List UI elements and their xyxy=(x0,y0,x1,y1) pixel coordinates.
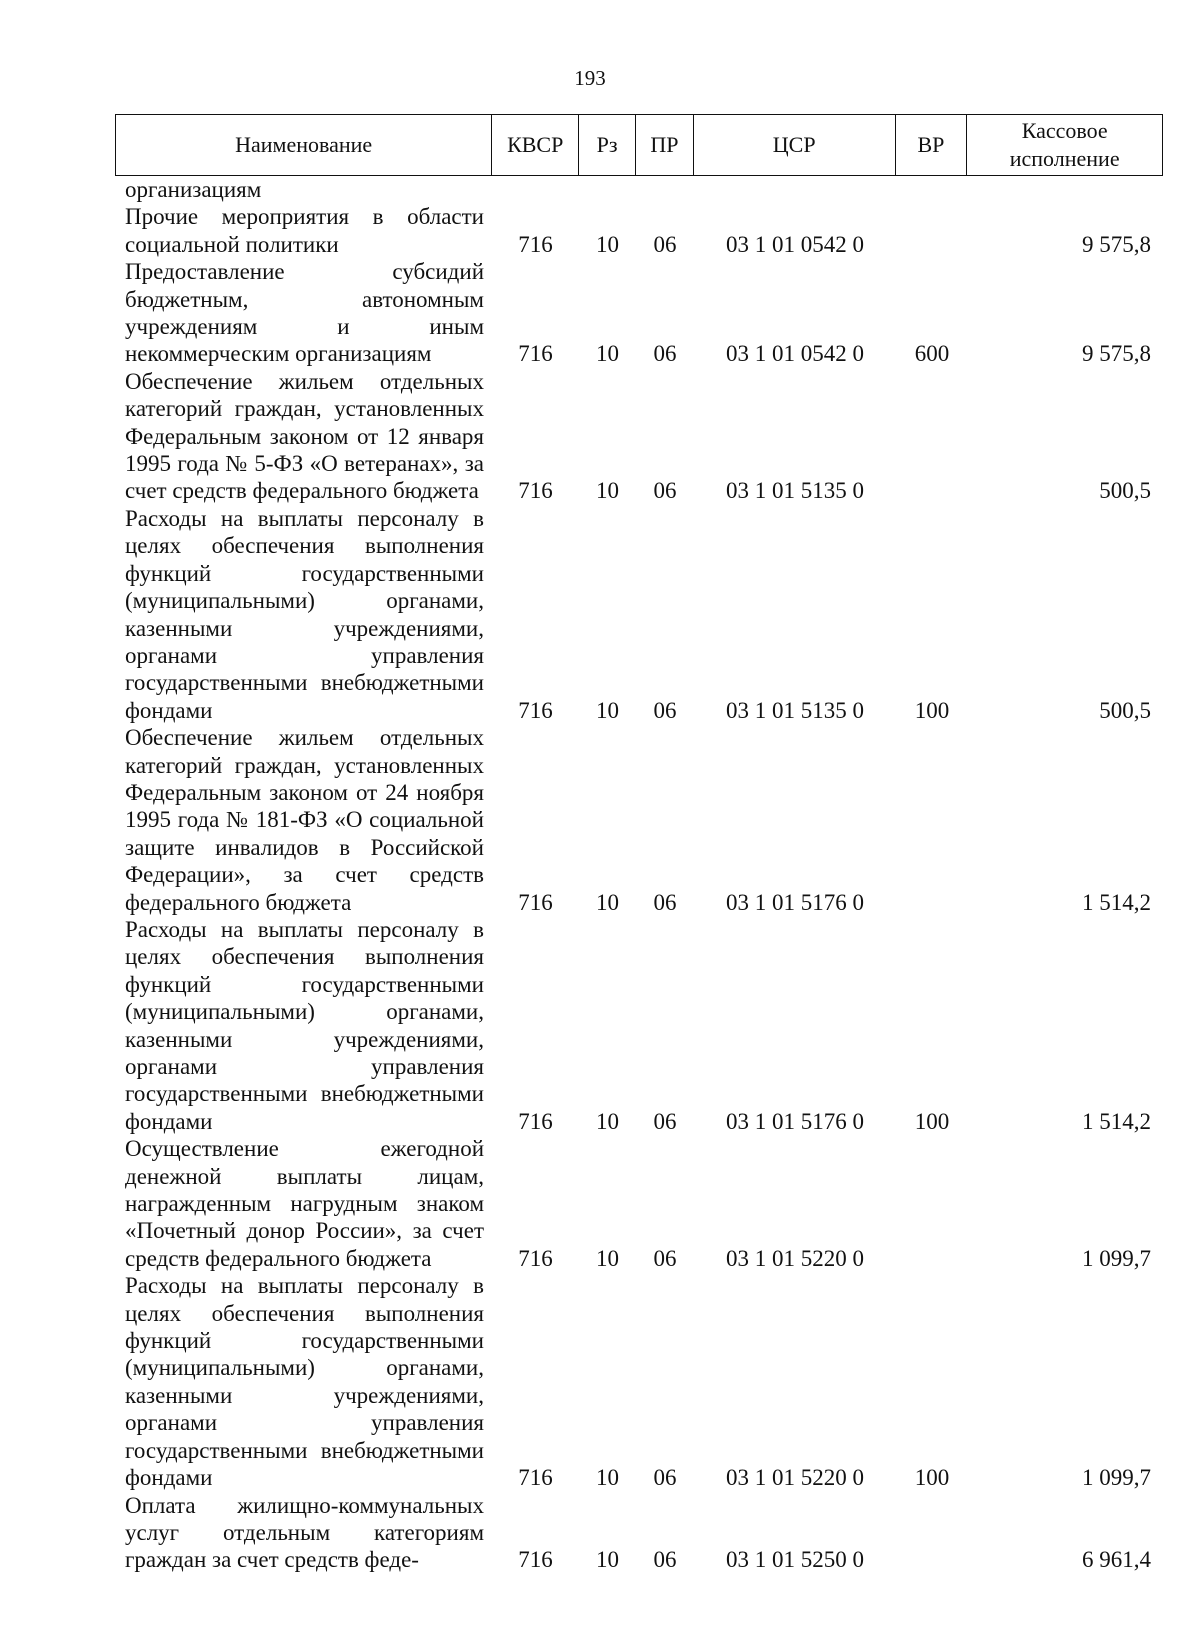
row-pr xyxy=(636,176,694,203)
page-number: 193 xyxy=(574,66,606,90)
header-kvsr: КВСР xyxy=(492,115,579,175)
table-row xyxy=(115,916,1163,1135)
row-sum: 1 514,2 xyxy=(1082,1108,1151,1134)
row-vr: 100 xyxy=(914,1465,950,1491)
table-row xyxy=(115,724,1163,916)
row-csr: 03 1 01 5176 0 xyxy=(726,1108,864,1134)
row-pr: 06 xyxy=(653,1245,677,1271)
row-kvsr: 716 xyxy=(518,341,553,367)
row-pr: 06 xyxy=(653,341,677,367)
row-pr: 06 xyxy=(653,1108,677,1134)
row-csr: 03 1 01 5135 0 xyxy=(726,697,864,723)
row-csr xyxy=(694,176,896,203)
table-row xyxy=(115,1272,1163,1491)
row-sum: 1 514,2 xyxy=(1082,889,1151,915)
row-sum: 1 099,7 xyxy=(1082,1465,1151,1491)
row-rz: 10 xyxy=(596,1108,619,1134)
row-sum: 500,5 xyxy=(1099,478,1151,504)
row-rz: 10 xyxy=(596,341,619,367)
row-csr: 03 1 01 5176 0 xyxy=(726,889,864,915)
row-csr: 03 1 01 0542 0 xyxy=(726,341,864,367)
row-rz: 10 xyxy=(596,1547,619,1573)
table-row xyxy=(115,258,1163,368)
header-pr: ПР xyxy=(636,115,694,175)
row-sum: 9 575,8 xyxy=(1082,341,1151,367)
table-header xyxy=(115,114,1163,176)
table-row xyxy=(115,1492,1163,1574)
row-vr xyxy=(896,1135,968,1272)
row-kvsr: 716 xyxy=(518,1547,553,1573)
row-pr: 06 xyxy=(653,697,677,723)
row-csr: 03 1 01 5220 0 xyxy=(726,1465,864,1491)
table-row xyxy=(115,1135,1163,1272)
header-cash-execution-line2: исполнение xyxy=(1009,146,1120,171)
row-kvsr: 716 xyxy=(518,889,553,915)
row-kvsr: 716 xyxy=(518,1108,553,1134)
header-rz: Рз xyxy=(579,115,636,175)
row-name: Расходы на выплаты персоналу в целях обеспечения выполнения функций государственными (муниципальными) органами, казенными учреждениями, органами управления государственными внебюджетными фондами xyxy=(125,1273,484,1491)
row-vr xyxy=(896,368,968,505)
row-name: Оплата жилищно-коммунальных услуг отдельным категориям граждан за счет средств феде- xyxy=(125,1492,484,1573)
row-pr: 06 xyxy=(653,1465,677,1491)
row-csr: 03 1 01 5135 0 xyxy=(726,478,864,504)
row-name: организациям xyxy=(125,177,262,202)
row-pr: 06 xyxy=(653,231,677,257)
header-name: Наименование xyxy=(116,115,492,175)
row-kvsr: 716 xyxy=(518,1465,553,1491)
row-rz xyxy=(579,176,636,203)
row-vr xyxy=(896,724,968,916)
row-vr: 100 xyxy=(914,697,950,723)
row-name: Предоставление субсидий бюджетным, автономным учреждениям и иным некоммерческим организациям xyxy=(125,259,484,367)
header-vr: ВР xyxy=(896,115,968,175)
row-vr xyxy=(896,176,968,203)
row-name: Осуществление ежегодной денежной выплаты лицам, награжденным нагрудным знаком «Почетный донор России», за счет средств федерального бюджета xyxy=(125,1136,484,1271)
row-csr: 03 1 01 0542 0 xyxy=(726,231,864,257)
row-pr: 06 xyxy=(653,889,677,915)
row-sum: 6 961,4 xyxy=(1082,1547,1151,1573)
row-sum: 500,5 xyxy=(1099,697,1151,723)
table-row xyxy=(115,176,1163,203)
row-kvsr: 716 xyxy=(518,697,553,723)
row-name: Расходы на выплаты персоналу в целях обеспечения выполнения функций государственными (муниципальными) органами, казенными учреждениями, органами управления государственными внебюджетными фондами xyxy=(125,505,484,723)
header-cash-execution-line1: Кассовое xyxy=(1021,118,1108,143)
row-vr: 600 xyxy=(914,341,950,367)
row-rz: 10 xyxy=(596,478,619,504)
row-sum: 9 575,8 xyxy=(1082,231,1151,257)
row-name: Обеспечение жильем отдельных категорий граждан, установленных Федеральным законом от 12 января 1995 года № 5-ФЗ «О ветеранах», за счет средств федерального бюджета xyxy=(125,368,484,504)
row-name: Обеспечение жильем отдельных категорий граждан, установленных Федеральным законом от 24 ноября 1995 года № 181-ФЗ «О социальной защите инвалидов в Российской Федерации», за счет средств федерального бюджета xyxy=(125,725,484,915)
header-csr: ЦСР xyxy=(694,115,896,175)
row-sum xyxy=(968,176,1163,203)
header-cash-execution xyxy=(967,115,1162,175)
row-name: Расходы на выплаты персоналу в целях обеспечения выполнения функций государственными (муниципальными) органами, казенными учреждениями, органами управления государственными внебюджетными фондами xyxy=(125,916,484,1134)
row-rz: 10 xyxy=(596,1245,619,1271)
row-pr: 06 xyxy=(653,478,677,504)
row-vr xyxy=(896,203,968,258)
row-name: Прочие мероприятия в области социальной политики xyxy=(125,204,484,257)
row-rz: 10 xyxy=(596,697,619,723)
row-vr xyxy=(896,1492,968,1574)
row-rz: 10 xyxy=(596,1465,619,1491)
row-pr: 06 xyxy=(653,1547,677,1573)
row-vr: 100 xyxy=(914,1108,950,1134)
row-kvsr: 716 xyxy=(518,478,553,504)
row-csr: 03 1 01 5220 0 xyxy=(726,1245,864,1271)
row-rz: 10 xyxy=(596,889,619,915)
row-rz: 10 xyxy=(596,231,619,257)
row-kvsr: 716 xyxy=(518,1245,553,1271)
table-row xyxy=(115,368,1163,505)
table-row xyxy=(115,505,1163,724)
table-row xyxy=(115,203,1163,258)
row-csr: 03 1 01 5250 0 xyxy=(726,1547,864,1573)
table-body xyxy=(115,176,1163,1574)
row-kvsr: 716 xyxy=(518,231,553,257)
row-kvsr xyxy=(492,176,579,203)
row-sum: 1 099,7 xyxy=(1082,1245,1151,1271)
